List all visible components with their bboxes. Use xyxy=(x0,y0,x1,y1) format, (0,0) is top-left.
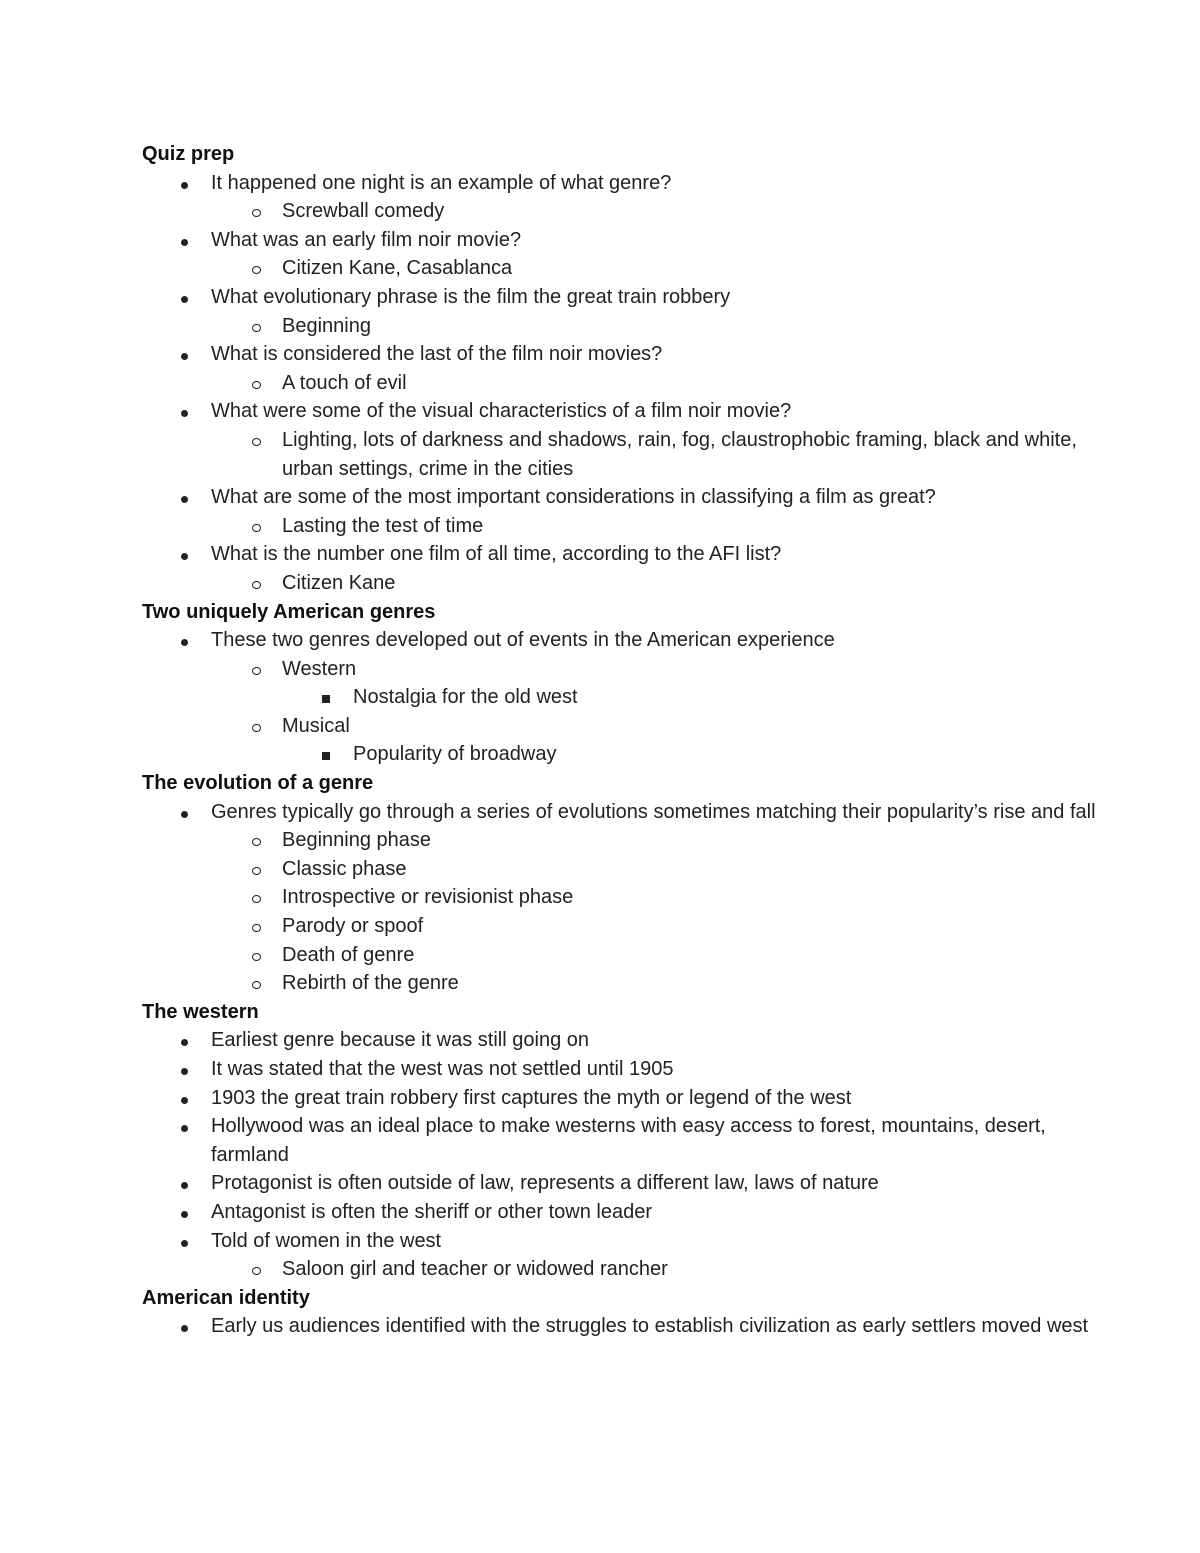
bullet-circle-icon xyxy=(252,969,261,998)
bullet-glyph xyxy=(252,838,261,846)
bullet-disc-icon xyxy=(181,1198,188,1227)
list-item xyxy=(142,540,1102,569)
list-item xyxy=(142,655,1102,684)
bullet-disc-icon xyxy=(181,1055,188,1084)
list-item xyxy=(142,340,1102,369)
section-heading: The evolution of a genre xyxy=(142,772,374,795)
list-item xyxy=(142,426,1102,483)
list-item xyxy=(142,397,1102,426)
list-item xyxy=(142,740,1102,769)
section-heading: American identity xyxy=(142,1286,310,1309)
bullet-glyph xyxy=(322,752,330,760)
list-item-text: Introspective or revisionist phase xyxy=(282,886,574,909)
list-item-text: Lasting the test of time xyxy=(282,514,484,537)
list-item xyxy=(142,254,1102,283)
bullet-glyph xyxy=(252,981,261,989)
list-item-text: Rebirth of the genre xyxy=(282,972,459,995)
bullet-glyph xyxy=(181,182,188,189)
list-item-text: Classic phase xyxy=(282,857,407,880)
list-item-text: Citizen Kane xyxy=(282,571,396,594)
list-item-text: What are some of the most important considerations in classifying a film as great? xyxy=(211,486,936,509)
bullet-circle-icon xyxy=(252,569,261,598)
bullet-square-icon xyxy=(320,683,330,712)
list-item xyxy=(142,169,1102,198)
bullet-disc-icon xyxy=(181,397,188,426)
section-heading: Quiz prep xyxy=(142,143,235,165)
bullet-glyph xyxy=(252,895,261,903)
list-item-text: Nostalgia for the old west xyxy=(353,686,578,709)
bullet-circle-icon xyxy=(252,1255,261,1284)
bullet-glyph xyxy=(252,667,261,675)
list-item xyxy=(142,283,1102,312)
bullet-circle-icon xyxy=(252,197,261,226)
section xyxy=(142,998,1102,1284)
bullet-glyph xyxy=(252,1267,261,1275)
list-item-text: Early us audiences identified with the struggles to establish civilization as early settlers moved west xyxy=(211,1315,1089,1338)
bullet-disc-icon xyxy=(181,798,188,827)
document-body xyxy=(142,140,1102,1341)
list-item xyxy=(142,826,1102,855)
list-item-text: Popularity of broadway xyxy=(353,743,557,766)
list-item-text: Told of women in the west xyxy=(211,1229,442,1252)
list-item xyxy=(142,1169,1102,1198)
bullet-square-icon xyxy=(320,740,330,769)
bullet-glyph xyxy=(252,581,261,589)
list-item-text: What is considered the last of the film noir movies? xyxy=(211,343,663,366)
list-item-text: Parody or spoof xyxy=(282,915,424,938)
list-item xyxy=(142,569,1102,598)
list-item xyxy=(142,312,1102,341)
list-item-text: A touch of evil xyxy=(282,371,407,394)
bullet-disc-icon xyxy=(181,483,188,512)
list-item xyxy=(142,197,1102,226)
list-item xyxy=(142,855,1102,884)
list-item-text: Death of genre xyxy=(282,943,415,966)
bullet-circle-icon xyxy=(252,369,261,398)
list-item xyxy=(142,226,1102,255)
list-item-text: Earliest genre because it was still going on xyxy=(211,1029,589,1052)
list-item-text: It happened one night is an example of what genre? xyxy=(211,171,672,194)
list-item-text: Beginning xyxy=(282,314,371,337)
list-item-text: 1903 the great train robbery first captures the myth or legend of the west xyxy=(211,1086,852,1109)
bullet-glyph xyxy=(181,1097,188,1104)
bullet-disc-icon xyxy=(181,1026,188,1055)
list-item xyxy=(142,1255,1102,1284)
bullet-glyph xyxy=(181,1211,188,1218)
list-item xyxy=(142,1112,1102,1169)
list-item-text: Beginning phase xyxy=(282,829,432,852)
bullet-glyph xyxy=(181,410,188,417)
list-item-text: Hollywood was an ideal place to make westerns with easy access to forest, mountains, desert, farmland xyxy=(211,1115,1046,1166)
bullet-circle-icon xyxy=(252,426,261,455)
bullet-glyph xyxy=(252,324,261,332)
bullet-circle-icon xyxy=(252,883,261,912)
section xyxy=(142,598,1102,770)
list-item-text: Musical xyxy=(282,714,350,737)
list-item-text: What is the number one film of all time, according to the AFI list? xyxy=(211,543,782,566)
bullet-circle-icon xyxy=(252,855,261,884)
bullet-glyph xyxy=(181,811,188,818)
bullet-glyph xyxy=(252,266,261,274)
section-heading: The western xyxy=(142,1000,259,1023)
bullet-glyph xyxy=(252,724,261,732)
section xyxy=(142,1284,1102,1341)
bullet-circle-icon xyxy=(252,512,261,541)
list-item xyxy=(142,912,1102,941)
list-item-text: Protagonist is often outside of law, represents a different law, laws of nature xyxy=(211,1172,879,1195)
bullet-circle-icon xyxy=(252,941,261,970)
bullet-glyph xyxy=(252,924,261,932)
bullet-glyph xyxy=(181,1068,188,1075)
bullet-disc-icon xyxy=(181,340,188,369)
list-item xyxy=(142,1198,1102,1227)
list-item-text: Antagonist is often the sheriff or other town leader xyxy=(211,1200,653,1223)
bullet-circle-icon xyxy=(252,655,261,684)
bullet-glyph xyxy=(181,553,188,560)
list-item-text: These two genres developed out of events in the American experience xyxy=(211,629,835,652)
bullet-glyph xyxy=(181,1240,188,1247)
list-item xyxy=(142,512,1102,541)
bullet-glyph xyxy=(252,438,261,446)
bullet-disc-icon xyxy=(181,1084,188,1113)
list-item-text: Lighting, lots of darkness and shadows, rain, fog, claustrophobic framing, black and white, urban settings, crime in the cities xyxy=(282,428,1077,480)
list-item-text: What was an early film noir movie? xyxy=(211,228,522,251)
bullet-glyph xyxy=(181,496,188,503)
bullet-circle-icon xyxy=(252,912,261,941)
list-item xyxy=(142,883,1102,912)
list-item-text: What evolutionary phrase is the film the great train robbery xyxy=(211,285,731,308)
bullet-glyph xyxy=(181,239,188,246)
bullet-glyph xyxy=(181,1125,188,1132)
bullet-glyph xyxy=(252,381,261,389)
section xyxy=(142,140,1102,598)
list-item xyxy=(142,1227,1102,1256)
bullet-disc-icon xyxy=(181,226,188,255)
bullet-circle-icon xyxy=(252,712,261,741)
bullet-glyph xyxy=(181,639,188,646)
list-item xyxy=(142,683,1102,712)
bullet-glyph xyxy=(252,867,261,875)
list-item-text: Saloon girl and teacher or widowed rancher xyxy=(282,1258,668,1281)
list-item xyxy=(142,1055,1102,1084)
bullet-glyph xyxy=(181,1039,188,1046)
bullet-glyph xyxy=(181,1325,188,1332)
bullet-glyph xyxy=(252,953,261,961)
bullet-circle-icon xyxy=(252,826,261,855)
section xyxy=(142,769,1102,998)
bullet-disc-icon xyxy=(181,626,188,655)
bullet-glyph xyxy=(181,353,188,360)
bullet-disc-icon xyxy=(181,540,188,569)
section-heading: Two uniquely American genres xyxy=(142,600,436,623)
bullet-glyph xyxy=(322,695,330,703)
bullet-disc-icon xyxy=(181,169,188,198)
bullet-disc-icon xyxy=(181,283,188,312)
list-item-text: Citizen Kane, Casablanca xyxy=(282,257,513,280)
bullet-disc-icon xyxy=(181,1169,188,1198)
list-item-text: Genres typically go through a series of evolutions sometimes matching their popularity’s rise and fall xyxy=(211,800,1096,823)
list-item-text: Western xyxy=(282,657,357,680)
list-item-text: What were some of the visual characteristics of a film noir movie? xyxy=(211,400,792,423)
bullet-glyph xyxy=(252,209,261,217)
bullet-disc-icon xyxy=(181,1227,188,1256)
bullet-disc-icon xyxy=(181,1312,188,1341)
list-item xyxy=(142,798,1102,827)
list-item xyxy=(142,712,1102,741)
list-item xyxy=(142,1312,1102,1341)
bullet-circle-icon xyxy=(252,254,261,283)
list-item xyxy=(142,969,1102,998)
list-item xyxy=(142,941,1102,970)
list-item xyxy=(142,483,1102,512)
list-item xyxy=(142,626,1102,655)
bullet-glyph xyxy=(252,524,261,532)
bullet-disc-icon xyxy=(181,1112,188,1141)
bullet-circle-icon xyxy=(252,312,261,341)
list-item xyxy=(142,1026,1102,1055)
bullet-glyph xyxy=(181,1182,188,1189)
list-item xyxy=(142,369,1102,398)
list-item-text: Screwball comedy xyxy=(282,200,445,223)
bullet-glyph xyxy=(181,296,188,303)
list-item xyxy=(142,1084,1102,1113)
list-item-text: It was stated that the west was not settled until 1905 xyxy=(211,1058,674,1080)
